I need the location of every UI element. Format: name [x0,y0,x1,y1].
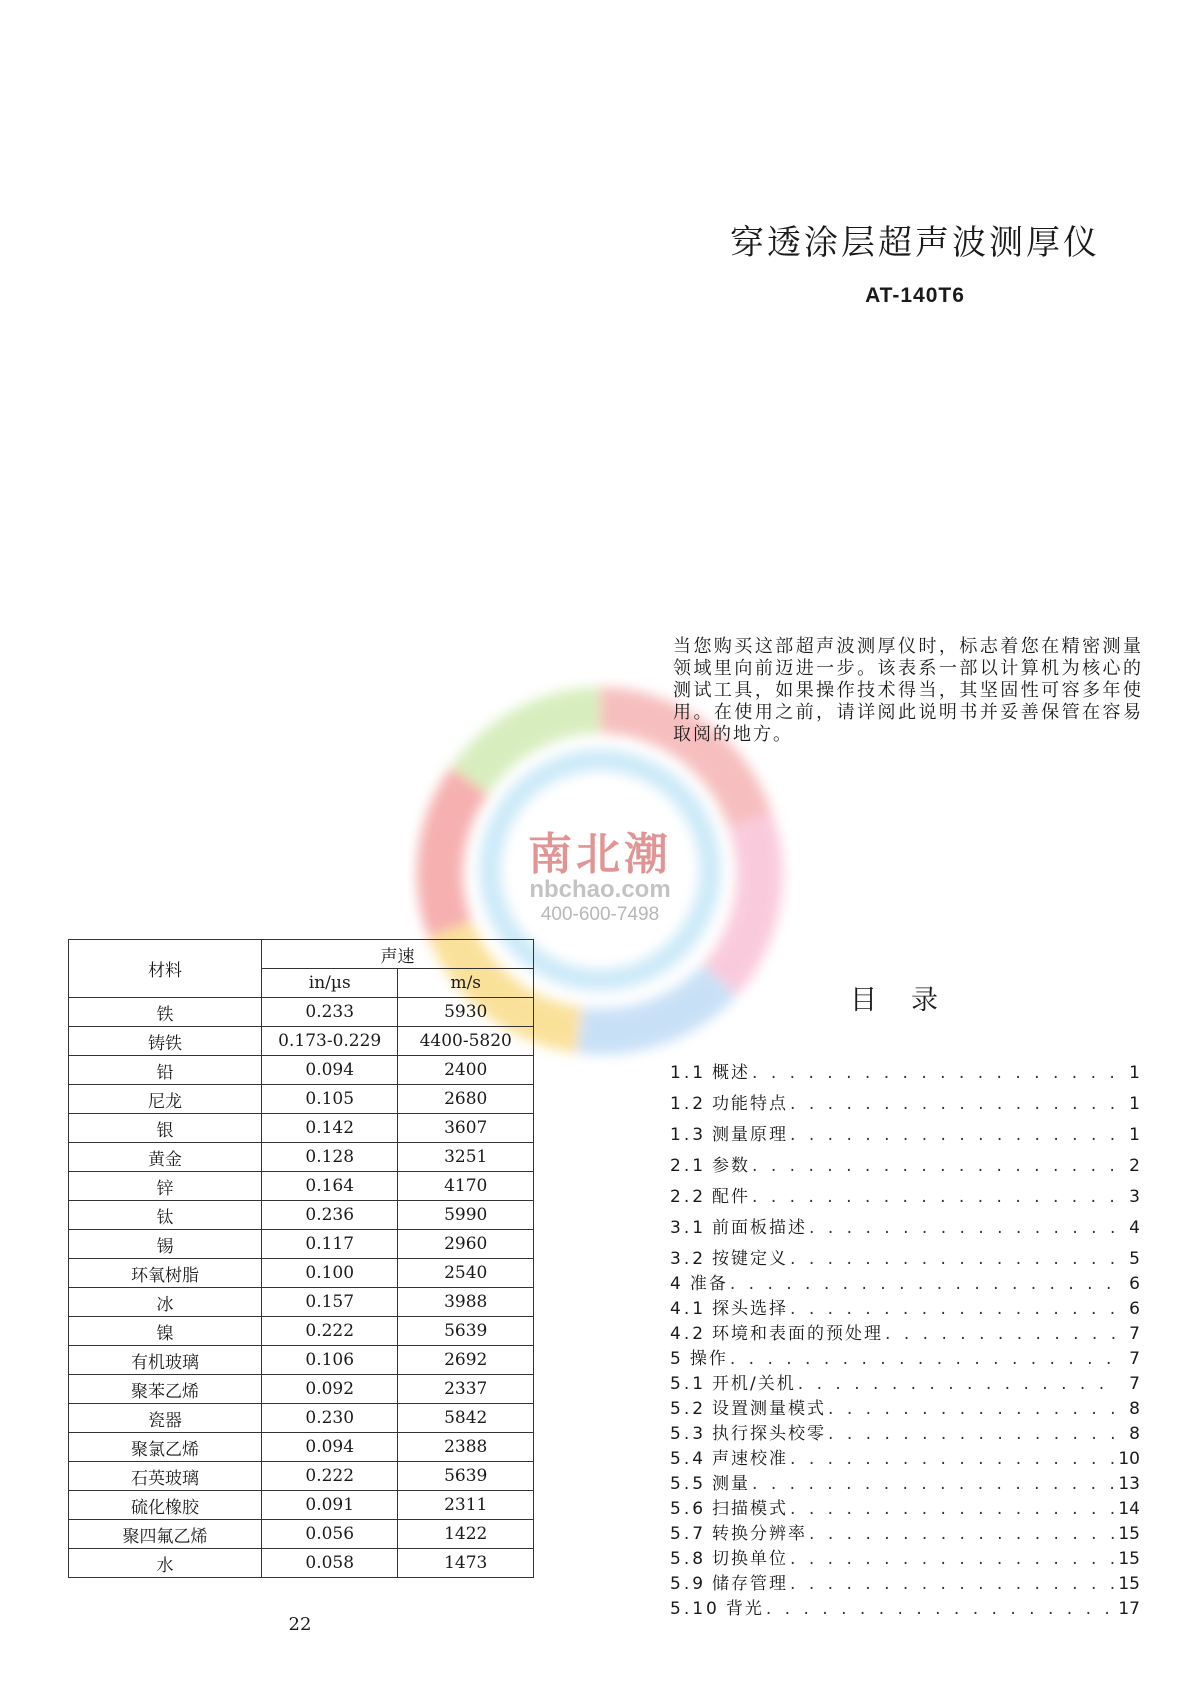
toc-item-page: 7 [1129,1349,1140,1369]
toc-item-number: 5.2 [670,1399,707,1419]
watermark-url: nbchao.com [529,876,671,903]
toc-leader-dots [790,1249,1118,1269]
toc-leader-dots [790,1449,1114,1469]
toc-item-page: 10 [1118,1449,1140,1469]
in-us-cell: 0.157 [261,1288,398,1317]
toc-leader-dots [752,1063,1118,1083]
toc-item-page: 15 [1118,1524,1140,1544]
header-sound-speed: 声速 [261,940,533,969]
toc-item-number: 4 [670,1274,684,1294]
m-s-cell: 4400-5820 [398,1027,534,1056]
toc-item-number: 2.1 [670,1156,707,1176]
toc-item-label: 操作 [689,1349,728,1369]
in-us-cell: 0.222 [261,1462,398,1491]
toc-item[interactable] [670,1469,1140,1494]
toc-item[interactable] [670,1369,1140,1394]
toc-item-number: 2.2 [670,1187,707,1207]
table-row [69,1375,534,1404]
header-unit-in-us: in/µs [261,969,398,998]
toc-item-number: 3.1 [670,1218,707,1238]
toc-leader-dots [790,1094,1118,1114]
toc-item[interactable] [670,1058,1140,1083]
toc-item-label: 背光 [725,1599,764,1619]
m-s-cell: 4170 [398,1172,534,1201]
m-s-cell: 3607 [398,1114,534,1143]
toc-item-label: 功能特点 [712,1094,789,1114]
toc-leader-dots [885,1324,1118,1344]
toc-item-number: 5 [670,1349,684,1369]
m-s-cell: 2311 [398,1491,534,1520]
toc-item-label: 测量原理 [712,1125,789,1145]
m-s-cell: 2680 [398,1085,534,1114]
m-s-cell: 5639 [398,1462,534,1491]
table-row [69,1317,534,1346]
toc-item[interactable] [670,1444,1140,1469]
toc-item[interactable] [670,1294,1140,1319]
toc-item-number: 3.2 [670,1249,707,1269]
toc-item-number: 1.2 [670,1094,707,1114]
in-us-cell: 0.091 [261,1491,398,1520]
toc-item-label: 执行探头校零 [712,1424,827,1444]
table-row [69,1056,534,1085]
toc-item-page: 7 [1129,1324,1140,1344]
toc-item-label: 声速校准 [712,1449,789,1469]
toc-item-page: 6 [1129,1299,1140,1319]
in-us-cell: 0.094 [261,1433,398,1462]
table-row [69,1085,534,1114]
in-us-cell: 0.056 [261,1520,398,1549]
page-number: 22 [288,1614,312,1635]
table-row [69,1143,534,1172]
toc-leader-dots [752,1474,1114,1494]
m-s-cell: 5639 [398,1317,534,1346]
toc-item-page: 14 [1118,1499,1140,1519]
toc-item-number: 1.1 [670,1063,707,1083]
toc-item-number: 4.2 [670,1324,707,1344]
in-us-cell: 0.142 [261,1114,398,1143]
table-row [69,1549,534,1578]
toc-item-number: 5.5 [670,1474,707,1494]
toc-item-number: 5.9 [670,1574,707,1594]
in-us-cell: 0.117 [261,1230,398,1259]
toc-item-label: 环境和表面的预处理 [712,1324,884,1344]
toc-item-page: 4 [1129,1218,1140,1238]
m-s-cell: 2540 [398,1259,534,1288]
toc-item[interactable] [670,1569,1140,1594]
document-title: 穿透涂层超声波测厚仪 [730,223,1100,263]
toc-item-label: 设置测量模式 [712,1399,827,1419]
in-us-cell: 0.105 [261,1085,398,1114]
toc-item-page: 7 [1129,1374,1140,1394]
toc-item[interactable] [670,1494,1140,1519]
toc-item[interactable] [670,1594,1140,1619]
table-row [69,1230,534,1259]
m-s-cell: 2388 [398,1433,534,1462]
toc-item-number: 5.1 [670,1374,707,1394]
toc-item-label: 按键定义 [712,1249,789,1269]
toc-leader-dots [828,1424,1118,1444]
header-material: 材料 [69,940,262,998]
watermark-brand: 南北潮 [528,829,672,880]
toc-item-number: 4.1 [670,1299,707,1319]
material-cell: 聚苯乙烯 [69,1375,262,1404]
toc-leader-dots [828,1399,1118,1419]
toc-item-label: 概述 [712,1063,751,1083]
table-row [69,1027,534,1056]
toc-item-page: 1 [1129,1094,1140,1114]
toc-item-label: 储存管理 [712,1574,789,1594]
table-row [69,998,534,1027]
toc-item-page: 2 [1129,1156,1140,1176]
material-cell: 钛 [69,1201,262,1230]
table-row [69,1114,534,1143]
toc-leader-dots [790,1125,1118,1145]
material-cell: 冰 [69,1288,262,1317]
toc-item-label: 配件 [712,1187,751,1207]
toc-item-page: 17 [1118,1599,1140,1619]
toc-item-label: 参数 [712,1156,751,1176]
toc-item[interactable] [670,1419,1140,1444]
header-unit-m-s: m/s [398,969,534,998]
toc-leader-dots [798,1374,1118,1394]
toc-item-page: 15 [1118,1574,1140,1594]
toc-leader-dots [752,1187,1118,1207]
toc-item[interactable] [670,1213,1140,1238]
m-s-cell: 1422 [398,1520,534,1549]
toc-item-page: 1 [1129,1125,1140,1145]
table-row [69,1172,534,1201]
material-cell: 石英玻璃 [69,1462,262,1491]
table-row [69,1201,534,1230]
toc-item-page: 8 [1129,1424,1140,1444]
toc-item[interactable] [670,1519,1140,1544]
table-row [69,1404,534,1433]
m-s-cell: 2337 [398,1375,534,1404]
in-us-cell: 0.106 [261,1346,398,1375]
watermark-text [470,818,730,926]
in-us-cell: 0.100 [261,1259,398,1288]
toc-item-page: 15 [1118,1549,1140,1569]
m-s-cell: 3251 [398,1143,534,1172]
toc-leader-dots [790,1549,1114,1569]
toc-item-label: 开机/关机 [712,1374,796,1394]
toc-item-number: 5.4 [670,1449,707,1469]
in-us-cell: 0.173-0.229 [261,1027,398,1056]
sound-velocity-table [68,939,534,1578]
toc-heading: 目录 [850,985,972,1016]
toc-item[interactable] [670,1182,1140,1207]
table-row [69,1462,534,1491]
material-cell: 锡 [69,1230,262,1259]
toc-item-number: 5.7 [670,1524,707,1544]
m-s-cell: 1473 [398,1549,534,1578]
toc-item[interactable] [670,1394,1140,1419]
material-cell: 铸铁 [69,1027,262,1056]
m-s-cell: 2692 [398,1346,534,1375]
toc-item[interactable] [670,1269,1140,1294]
toc-leader-dots [790,1299,1118,1319]
material-cell: 水 [69,1549,262,1578]
toc-item-label: 切换单位 [712,1549,789,1569]
intro-paragraph: 当您购买这部超声波测厚仪时，标志着您在精密测量领域里向前迈进一步。该表系一部以计算机为核心的测试工具，如果操作技术得当，其坚固性可容多年使用。在使用之前，请详阅此说明书并妥善保管在容易取阅的地方。 [673,636,1143,745]
table-body [69,998,534,1578]
toc-item-label: 测量 [712,1474,751,1494]
toc-item-number: 1.3 [670,1125,707,1145]
toc-item-label: 准备 [689,1274,728,1294]
material-cell: 有机玻璃 [69,1346,262,1375]
toc-item-number: 5.6 [670,1499,707,1519]
toc-item[interactable] [670,1151,1140,1176]
toc-item-label: 探头选择 [712,1299,789,1319]
toc-item[interactable] [670,1120,1140,1145]
toc-leader-dots [766,1599,1115,1619]
table-row [69,1520,534,1549]
toc-leader-dots [730,1274,1118,1294]
m-s-cell: 3988 [398,1288,534,1317]
material-cell: 镍 [69,1317,262,1346]
toc-item-label: 扫描模式 [712,1499,789,1519]
toc-leader-dots [790,1499,1114,1519]
table-row [69,1433,534,1462]
toc-leader-dots [730,1349,1118,1369]
toc-item-number: 5.10 [670,1599,720,1619]
material-cell: 锌 [69,1172,262,1201]
table-row [69,1288,534,1317]
in-us-cell: 0.058 [261,1549,398,1578]
toc-item[interactable] [670,1244,1140,1269]
toc-item[interactable] [670,1344,1140,1369]
table-row [69,1346,534,1375]
toc-leader-dots [752,1156,1118,1176]
table-row [69,1259,534,1288]
toc-item-number: 5.8 [670,1549,707,1569]
in-us-cell: 0.128 [261,1143,398,1172]
material-cell: 瓷器 [69,1404,262,1433]
in-us-cell: 0.094 [261,1056,398,1085]
in-us-cell: 0.236 [261,1201,398,1230]
material-cell: 银 [69,1114,262,1143]
material-cell: 尼龙 [69,1085,262,1114]
material-cell: 铁 [69,998,262,1027]
material-cell: 黄金 [69,1143,262,1172]
in-us-cell: 0.230 [261,1404,398,1433]
toc-item[interactable] [670,1319,1140,1344]
m-s-cell: 2960 [398,1230,534,1259]
m-s-cell: 5842 [398,1404,534,1433]
toc-item-page: 1 [1129,1063,1140,1083]
in-us-cell: 0.222 [261,1317,398,1346]
m-s-cell: 2400 [398,1056,534,1085]
toc-leader-dots [809,1524,1114,1544]
toc-leader-dots [790,1574,1114,1594]
toc-item-page: 3 [1129,1187,1140,1207]
watermark-phone: 400-600-7498 [540,904,660,925]
toc-item[interactable] [670,1089,1140,1114]
toc-item-number: 5.3 [670,1424,707,1444]
table-row [69,1491,534,1520]
model-number: AT-140T6 [865,284,965,307]
toc-item-page: 6 [1129,1274,1140,1294]
m-s-cell: 5990 [398,1201,534,1230]
toc-leader-dots [809,1218,1118,1238]
material-cell: 铅 [69,1056,262,1085]
material-cell: 硫化橡胶 [69,1491,262,1520]
in-us-cell: 0.092 [261,1375,398,1404]
material-cell: 聚四氟乙烯 [69,1520,262,1549]
m-s-cell: 5930 [398,998,534,1027]
material-cell: 聚氯乙烯 [69,1433,262,1462]
toc-item-label: 前面板描述 [712,1218,808,1238]
toc-item-page: 5 [1129,1249,1140,1269]
in-us-cell: 0.233 [261,998,398,1027]
toc-item-page: 8 [1129,1399,1140,1419]
toc-item-label: 转换分辨率 [712,1524,808,1544]
in-us-cell: 0.164 [261,1172,398,1201]
material-cell: 环氧树脂 [69,1259,262,1288]
toc-item[interactable] [670,1544,1140,1569]
toc-item-page: 13 [1118,1474,1140,1494]
